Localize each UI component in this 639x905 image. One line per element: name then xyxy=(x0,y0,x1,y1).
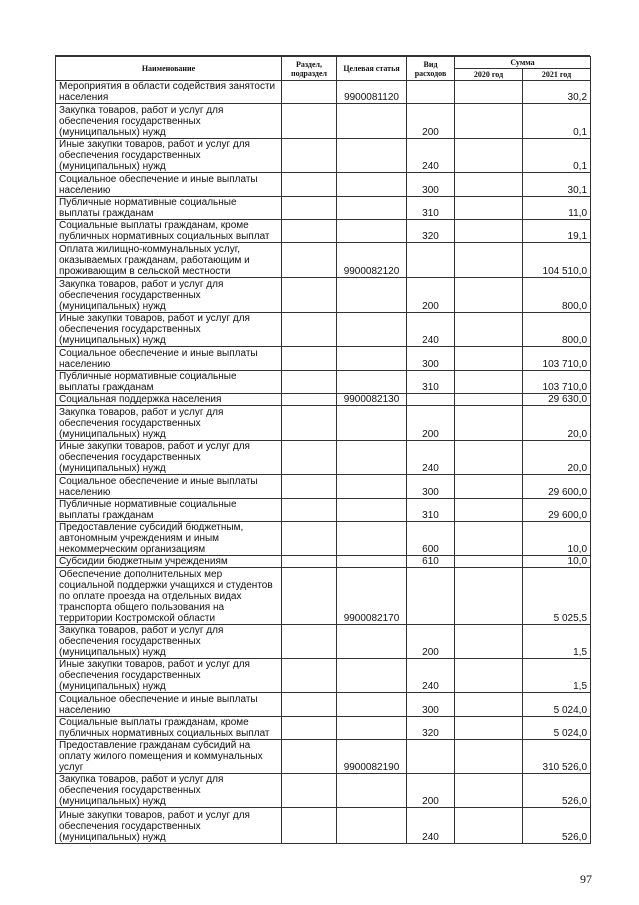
row-target xyxy=(337,104,407,139)
row-2021: 0,1 xyxy=(523,139,591,173)
budget-table xyxy=(55,56,591,844)
row-name: Социальное обеспечение и иные выплаты населению xyxy=(56,173,282,197)
row-2021: 20,0 xyxy=(523,406,591,441)
table-row xyxy=(56,568,591,625)
row-type: 300 xyxy=(407,475,455,499)
row-target: 9900082120 xyxy=(337,243,407,278)
row-2021: 103 710,0 xyxy=(523,347,591,371)
row-type: 200 xyxy=(407,774,455,808)
row-type: 240 xyxy=(407,313,455,347)
table-row xyxy=(56,406,591,441)
row-2021: 526,0 xyxy=(523,774,591,808)
row-name: Оплата жилищно-коммунальных услуг, оказываемых гражданам, работающим и проживающим в сельской местности xyxy=(56,243,282,278)
row-target xyxy=(337,441,407,475)
table-row xyxy=(56,139,591,173)
row-2020 xyxy=(455,568,523,625)
row-section xyxy=(282,394,337,406)
row-type: 310 xyxy=(407,197,455,220)
table-row xyxy=(56,693,591,717)
table-row xyxy=(56,81,591,104)
row-target xyxy=(337,693,407,717)
row-2020 xyxy=(455,197,523,220)
row-2021: 30,1 xyxy=(523,173,591,197)
row-2021: 20,0 xyxy=(523,441,591,475)
table-row xyxy=(56,808,591,844)
row-type: 200 xyxy=(407,406,455,441)
row-name: Социальное обеспечение и иные выплаты населению xyxy=(56,475,282,499)
row-target xyxy=(337,313,407,347)
row-target xyxy=(337,406,407,441)
header-2020: 2020 год xyxy=(455,69,523,81)
table-row xyxy=(56,220,591,243)
table-row xyxy=(56,556,591,568)
row-section xyxy=(282,243,337,278)
row-type: 200 xyxy=(407,278,455,313)
row-target xyxy=(337,173,407,197)
row-section xyxy=(282,475,337,499)
row-2021: 29 630,0 xyxy=(523,394,591,406)
row-type: 300 xyxy=(407,173,455,197)
row-2020 xyxy=(455,774,523,808)
row-2020 xyxy=(455,173,523,197)
row-section xyxy=(282,568,337,625)
row-target xyxy=(337,522,407,556)
table-row xyxy=(56,659,591,693)
row-2020 xyxy=(455,243,523,278)
row-target xyxy=(337,475,407,499)
table-row xyxy=(56,278,591,313)
row-target: 9900082130 xyxy=(337,394,407,406)
row-2020 xyxy=(455,499,523,522)
budget-table-sheet xyxy=(55,56,590,844)
row-target xyxy=(337,499,407,522)
row-name: Закупка товаров, работ и услуг для обеспечения государственных (муниципальных) нужд xyxy=(56,406,282,441)
row-section xyxy=(282,693,337,717)
row-2021: 10,0 xyxy=(523,556,591,568)
row-2021: 1,5 xyxy=(523,659,591,693)
row-2021: 104 510,0 xyxy=(523,243,591,278)
row-2021: 1,5 xyxy=(523,625,591,659)
row-section xyxy=(282,659,337,693)
table-row xyxy=(56,371,591,394)
row-target xyxy=(337,625,407,659)
row-type xyxy=(407,81,455,104)
row-section xyxy=(282,441,337,475)
row-name: Публичные нормативные социальные выплаты гражданам xyxy=(56,499,282,522)
row-target: 9900081120 xyxy=(337,81,407,104)
row-type: 240 xyxy=(407,808,455,844)
row-2020 xyxy=(455,659,523,693)
row-2021: 103 710,0 xyxy=(523,371,591,394)
row-type xyxy=(407,740,455,774)
row-2021: 29 600,0 xyxy=(523,499,591,522)
row-2020 xyxy=(455,220,523,243)
row-section xyxy=(282,278,337,313)
row-2020 xyxy=(455,740,523,774)
row-name: Социальные выплаты гражданам, кроме публичных нормативных социальных выплат xyxy=(56,220,282,243)
row-name: Социальные выплаты гражданам, кроме публичных нормативных социальных выплат xyxy=(56,717,282,740)
header-row-1 xyxy=(56,57,591,69)
row-name: Обеспечение дополнительных мер социальной поддержки учащихся и студентов по оплате проезда на отдельных видах транспорта общего пользования на территории Костромской области xyxy=(56,568,282,625)
row-section xyxy=(282,81,337,104)
row-2020 xyxy=(455,394,523,406)
row-2021: 5 024,0 xyxy=(523,693,591,717)
row-section xyxy=(282,313,337,347)
row-name: Публичные нормативные социальные выплаты гражданам xyxy=(56,371,282,394)
row-name: Закупка товаров, работ и услуг для обеспечения государственных (муниципальных) нужд xyxy=(56,104,282,139)
row-target xyxy=(337,808,407,844)
row-2020 xyxy=(455,313,523,347)
row-type: 300 xyxy=(407,347,455,371)
header-sum: Сумма xyxy=(455,57,591,69)
row-section xyxy=(282,371,337,394)
row-type: 200 xyxy=(407,104,455,139)
row-2020 xyxy=(455,625,523,659)
row-type: 310 xyxy=(407,499,455,522)
row-2020 xyxy=(455,808,523,844)
row-type: 610 xyxy=(407,556,455,568)
row-2020 xyxy=(455,406,523,441)
row-section xyxy=(282,347,337,371)
table-row xyxy=(56,475,591,499)
page-number: 97 xyxy=(580,872,592,886)
row-2020 xyxy=(455,556,523,568)
row-name: Иные закупки товаров, работ и услуг для обеспечения государственных (муниципальных) нужд xyxy=(56,139,282,173)
row-section xyxy=(282,740,337,774)
row-name: Социальное обеспечение и иные выплаты населению xyxy=(56,347,282,371)
row-2020 xyxy=(455,139,523,173)
row-2020 xyxy=(455,717,523,740)
row-section xyxy=(282,556,337,568)
row-target xyxy=(337,774,407,808)
row-2021: 30,2 xyxy=(523,81,591,104)
row-2020 xyxy=(455,693,523,717)
row-2021: 5 024,0 xyxy=(523,717,591,740)
row-2020 xyxy=(455,441,523,475)
row-target: 9900082190 xyxy=(337,740,407,774)
row-section xyxy=(282,499,337,522)
table-row xyxy=(56,441,591,475)
row-2021: 526,0 xyxy=(523,808,591,844)
table-row xyxy=(56,173,591,197)
table-row xyxy=(56,774,591,808)
row-section xyxy=(282,406,337,441)
row-2021: 310 526,0 xyxy=(523,740,591,774)
header-section: Раздел, подраздел xyxy=(282,57,337,81)
row-name: Публичные нормативные социальные выплаты гражданам xyxy=(56,197,282,220)
row-2020 xyxy=(455,347,523,371)
row-name: Иные закупки товаров, работ и услуг для обеспечения государственных (муниципальных) нужд xyxy=(56,313,282,347)
row-type xyxy=(407,243,455,278)
row-2021: 11,0 xyxy=(523,197,591,220)
row-target xyxy=(337,197,407,220)
table-row xyxy=(56,104,591,139)
header-name: Наименование xyxy=(56,57,282,81)
row-2021: 10,0 xyxy=(523,522,591,556)
table-row xyxy=(56,347,591,371)
row-name: Предоставление гражданам субсидий на оплату жилого помещения и коммунальных услуг xyxy=(56,740,282,774)
row-name: Социальная поддержка населения xyxy=(56,394,282,406)
row-type: 320 xyxy=(407,717,455,740)
table-row xyxy=(56,197,591,220)
row-type: 200 xyxy=(407,625,455,659)
row-name: Предоставление субсидий бюджетным, автономным учреждениям и иным некоммерческим организациям xyxy=(56,522,282,556)
row-name: Иные закупки товаров, работ и услуг для обеспечения государственных (муниципальных) нужд xyxy=(56,808,282,844)
row-section xyxy=(282,104,337,139)
row-2021: 19,1 xyxy=(523,220,591,243)
row-section xyxy=(282,173,337,197)
row-2021: 800,0 xyxy=(523,313,591,347)
row-type: 240 xyxy=(407,659,455,693)
table-row xyxy=(56,313,591,347)
row-section xyxy=(282,774,337,808)
row-name: Закупка товаров, работ и услуг для обеспечения государственных (муниципальных) нужд xyxy=(56,278,282,313)
table-row xyxy=(56,522,591,556)
table-row xyxy=(56,243,591,278)
table-body xyxy=(56,81,591,844)
row-type: 310 xyxy=(407,371,455,394)
row-target xyxy=(337,659,407,693)
row-target xyxy=(337,220,407,243)
row-section xyxy=(282,625,337,659)
row-name: Закупка товаров, работ и услуг для обеспечения государственных (муниципальных) нужд xyxy=(56,774,282,808)
row-type xyxy=(407,568,455,625)
row-name: Иные закупки товаров, работ и услуг для обеспечения государственных (муниципальных) нужд xyxy=(56,659,282,693)
row-2021: 29 600,0 xyxy=(523,475,591,499)
row-section xyxy=(282,808,337,844)
row-section xyxy=(282,717,337,740)
table-row xyxy=(56,394,591,406)
row-section xyxy=(282,522,337,556)
row-name: Мероприятия в области содействия занятости населения xyxy=(56,81,282,104)
table-row xyxy=(56,740,591,774)
header-2021: 2021 год xyxy=(523,69,591,81)
row-2020 xyxy=(455,475,523,499)
header-type: Вид расходов xyxy=(407,57,455,81)
row-2020 xyxy=(455,278,523,313)
row-name: Иные закупки товаров, работ и услуг для обеспечения государственных (муниципальных) нужд xyxy=(56,441,282,475)
row-name: Закупка товаров, работ и услуг для обеспечения государственных (муниципальных) нужд xyxy=(56,625,282,659)
row-2021: 5 025,5 xyxy=(523,568,591,625)
row-target xyxy=(337,556,407,568)
row-name: Социальное обеспечение и иные выплаты населению xyxy=(56,693,282,717)
row-section xyxy=(282,139,337,173)
row-2021: 0,1 xyxy=(523,104,591,139)
row-target xyxy=(337,371,407,394)
row-section xyxy=(282,197,337,220)
row-type: 600 xyxy=(407,522,455,556)
header-target: Целевая статья xyxy=(337,57,407,81)
row-type xyxy=(407,394,455,406)
table-row xyxy=(56,499,591,522)
row-type: 300 xyxy=(407,693,455,717)
row-target xyxy=(337,347,407,371)
row-target xyxy=(337,139,407,173)
row-type: 240 xyxy=(407,441,455,475)
row-target xyxy=(337,717,407,740)
row-2020 xyxy=(455,104,523,139)
row-type: 240 xyxy=(407,139,455,173)
row-2021: 800,0 xyxy=(523,278,591,313)
table-row xyxy=(56,625,591,659)
row-section xyxy=(282,220,337,243)
row-name: Субсидии бюджетным учреждениям xyxy=(56,556,282,568)
row-2020 xyxy=(455,81,523,104)
row-target: 9900082170 xyxy=(337,568,407,625)
row-type: 320 xyxy=(407,220,455,243)
table-row xyxy=(56,717,591,740)
row-2020 xyxy=(455,371,523,394)
row-2020 xyxy=(455,522,523,556)
row-target xyxy=(337,278,407,313)
